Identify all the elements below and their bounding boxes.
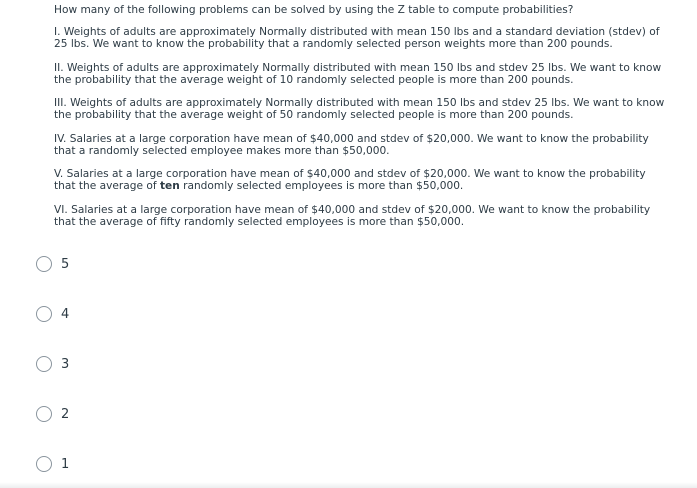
problem-iii: III. Weights of adults are approximately Normally distributed with mean 150 lbs and stdev 25 lbs. We want to know the probability that the average weight of 50 randomly selected people is more than 200 pounds.	[54, 97, 665, 121]
answer-label: 1	[61, 456, 70, 472]
problem-i: I. Weights of adults are approximately Normally distributed with mean 150 lbs and a standard deviation (stdev) of 25 lbs. We want to know the probability that a randomly selected person weights more than 200 pounds.	[54, 26, 660, 50]
problem-vi: VI. Salaries at a large corporation have mean of $40,000 and stdev of $20,000. We want to know the probability that the average of fifty randomly selected employees is more than $50,000.	[54, 204, 651, 228]
problem-v-text-end: randomly selected employees is more than $50,000.	[179, 180, 464, 192]
answer-label: 2	[61, 406, 70, 422]
radio-button[interactable]	[36, 256, 52, 272]
problem-v-text-start: V. Salaries at a large corporation have mean of $40,000 and stdev of $20,000. We want to know the probability that the average of	[54, 168, 646, 192]
problem-v	[54, 168, 666, 192]
bottom-edge-shadow	[0, 482, 697, 488]
answer-option-1[interactable]	[36, 453, 69, 475]
question-prompt: How many of the following problems can be solved by using the Z table to compute probabilities?	[54, 4, 574, 16]
problem-ii: II. Weights of adults are approximately Normally distributed with mean 150 lbs and stdev 25 lbs. We want to know the probability that the average weight of 10 randomly selected people is more than 200 pounds.	[54, 62, 662, 86]
radio-button[interactable]	[36, 356, 52, 372]
answer-option-5[interactable]	[36, 253, 69, 275]
problem-iv: IV. Salaries at a large corporation have mean of $40,000 and stdev of $20,000. We want to know the probability that a randomly selected employee makes more than $50,000.	[54, 133, 649, 157]
answer-label: 5	[61, 256, 70, 272]
radio-button[interactable]	[36, 456, 52, 472]
answer-label: 3	[61, 356, 70, 372]
answer-option-4[interactable]	[36, 303, 69, 325]
radio-button[interactable]	[36, 406, 52, 422]
answer-label: 4	[61, 306, 70, 322]
answer-option-2[interactable]	[36, 403, 69, 425]
problem-v-emphasis: ten	[159, 180, 180, 192]
answer-option-3[interactable]	[36, 353, 69, 375]
radio-button[interactable]	[36, 306, 52, 322]
